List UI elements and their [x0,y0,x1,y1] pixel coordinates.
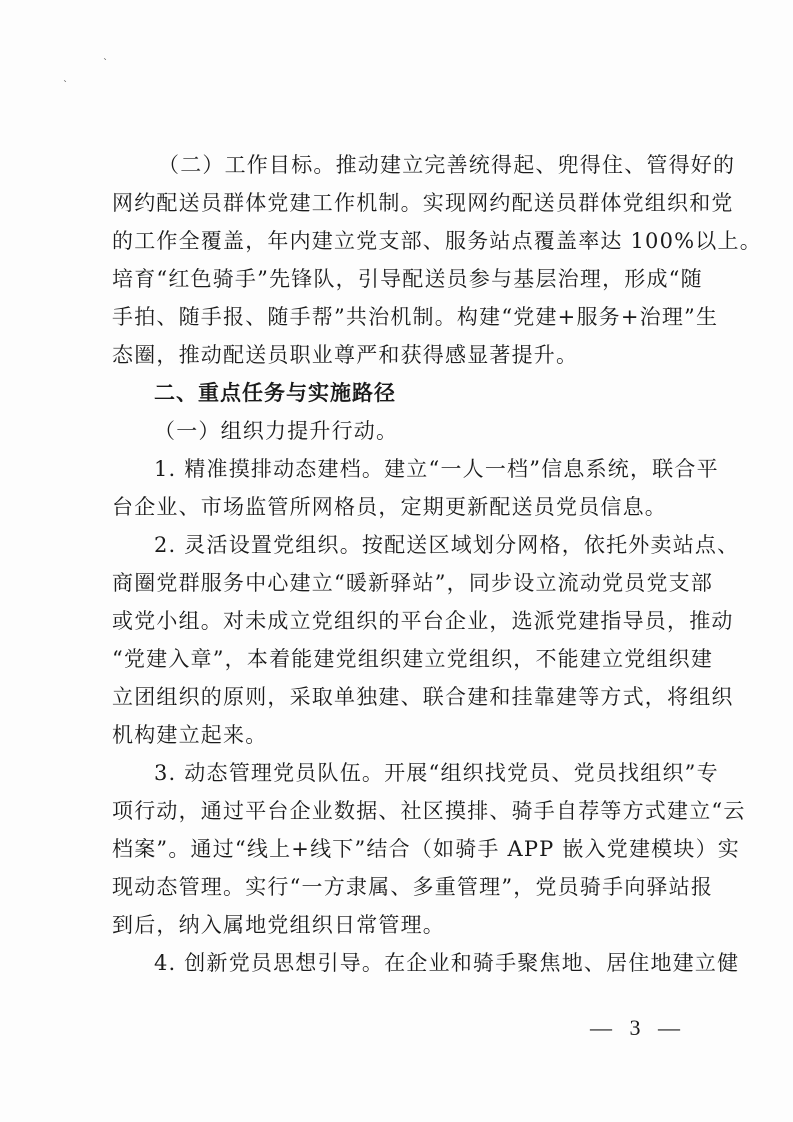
text-line: 或党小组。对未成立党组织的平台企业，选派党建指导员，推动 [112,609,734,633]
text-line: 项行动，通过平台企业数据、社区摸排、骑手自荐等方式建立“云 [112,799,746,823]
text-line: 3. 动态管理党员队伍。开展“组织找党员、党员找组织”专 [154,761,719,785]
text-line: 商圈党群服务中心建立“暖新驿站”，同步设立流动党员党支部 [112,571,714,595]
text-line: 现动态管理。实行“一方隶属、多重管理”，党员骑手向驿站报 [112,875,714,899]
paragraph-item-2 [112,526,740,754]
paragraph-item-4 [112,944,740,982]
text-line: 机构建立起来。 [112,723,268,747]
stray-mark-2: ` [63,80,68,91]
text-line: 培育“红色骑手”先锋队，引导配送员参与基层治理，形成“随 [112,267,703,291]
text-line: 2. 灵活设置党组织。按配送区域划分网格，依托外卖站点、 [154,533,740,557]
paragraph-item-1 [112,450,719,526]
paragraph-work-goals [112,146,762,374]
text-line: 1. 精准摸排动态建档。建立“一人一档”信息系统，联合平 [154,457,719,481]
text-line: 网约配送员群体党建工作机制。实现网约配送员群体党组织和党 [112,191,734,215]
section-heading: 二、重点任务与实施路径 [154,381,396,405]
text-line: 4. 创新党员思想引导。在企业和骑手聚焦地、居住地建立健 [154,951,740,975]
subsection-heading: （一）组织力提升行动。 [154,419,399,443]
page-number: — 3 — [590,1015,686,1040]
text-line: 台企业、市场监管所网格员，定期更新配送员党员信息。 [112,495,667,519]
text-line: 档案”。通过“线上+线下”结合（如骑手 APP 嵌入党建模块）实 [112,837,740,861]
text-line: 手拍、随手报、随手帮”共治机制。构建“党建+服务+治理”生 [112,305,719,329]
text-line: 态圈，推动配送员职业尊严和获得感显著提升。 [112,343,579,367]
text-line: 的工作全覆盖，年内建立党支部、服务站点覆盖率达 100%以上。 [112,229,762,253]
text-line: 到后，纳入属地党组织日常管理。 [112,913,445,937]
text-line: （二）工作目标。推动建立完善统得起、兜得住、管得好的 [158,153,736,177]
paragraph-item-3 [112,754,746,944]
stray-mark-1: ` [103,58,108,69]
text-line: “党建入章”，本着能建党组织建立党组织，不能建立党组织建 [112,647,714,671]
document-body [112,146,762,982]
text-line: 立团组织的原则，采取单独建、联合建和挂靠建等方式，将组织 [112,685,734,709]
